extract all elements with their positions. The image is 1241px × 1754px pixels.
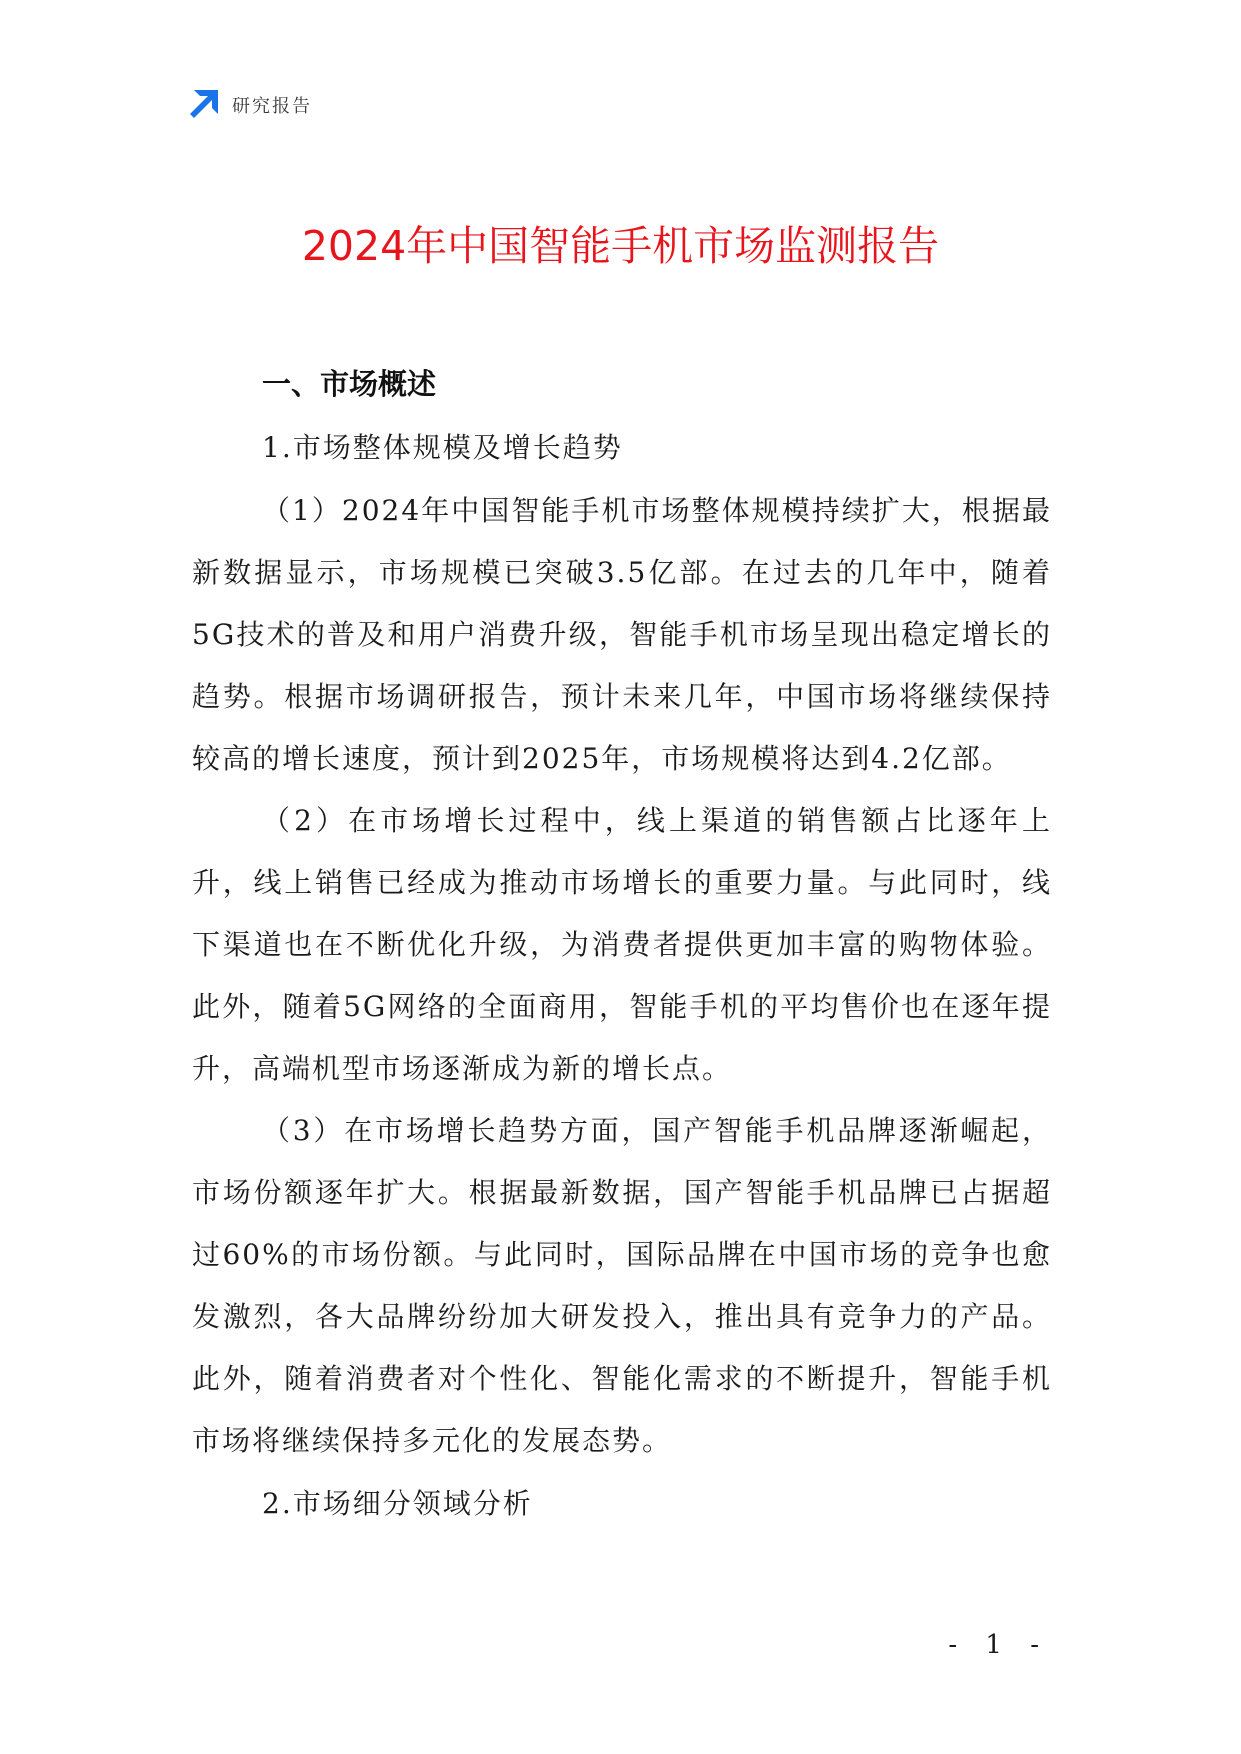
paragraph: （3）在市场增长趋势方面，国产智能手机品牌逐渐崛起，市场份额逐年扩大。根据最新数据，国产智能手机品牌已占据超过60%的市场份额。与此同时，国际品牌在中国市场的竞争也愈发激烈，各大品牌纷纷加大研发投入，推出具有竞争力的产品。此外，随着消费者对个性化、智能化需求的不断提升，智能手机市场将继续保持多元化的发展态势。 [192, 1114, 1052, 1457]
header-label: 研究报告 [232, 96, 312, 117]
document-title: 2024年中国智能手机市场监测报告 [301, 222, 940, 270]
section-heading: 一、市场概述 [262, 367, 437, 401]
document-body [192, 352, 1052, 1536]
paragraph: （2）在市场增长过程中，线上渠道的销售额占比逐年上升，线上销售已经成为推动市场增长的重要力量。与此同时，线下渠道也在不断优化升级，为消费者提供更加丰富的购物体验。此外，随着5G网络的全面商用，智能手机的平均售价也在逐年提升，高端机型市场逐渐成为新的增长点。 [192, 804, 1052, 1085]
subsection-heading: 1.市场整体规模及增长趋势 [262, 431, 623, 464]
page-number: - 1 - [948, 1630, 1049, 1660]
paragraph: （1）2024年中国智能手机市场整体规模持续扩大，根据最新数据显示，市场规模已突破3.5亿部。在过去的几年中，随着5G技术的普及和用户消费升级，智能手机市场呈现出稳定增长的趋势。根据市场调研报告，预计未来几年，中国市场将继续保持较高的增长速度，预计到2025年，市场规模将达到4.2亿部。 [192, 494, 1052, 775]
arrow-up-right-icon [188, 90, 218, 120]
subsection-heading: 2.市场细分领域分析 [262, 1487, 533, 1520]
report-header [188, 88, 312, 122]
